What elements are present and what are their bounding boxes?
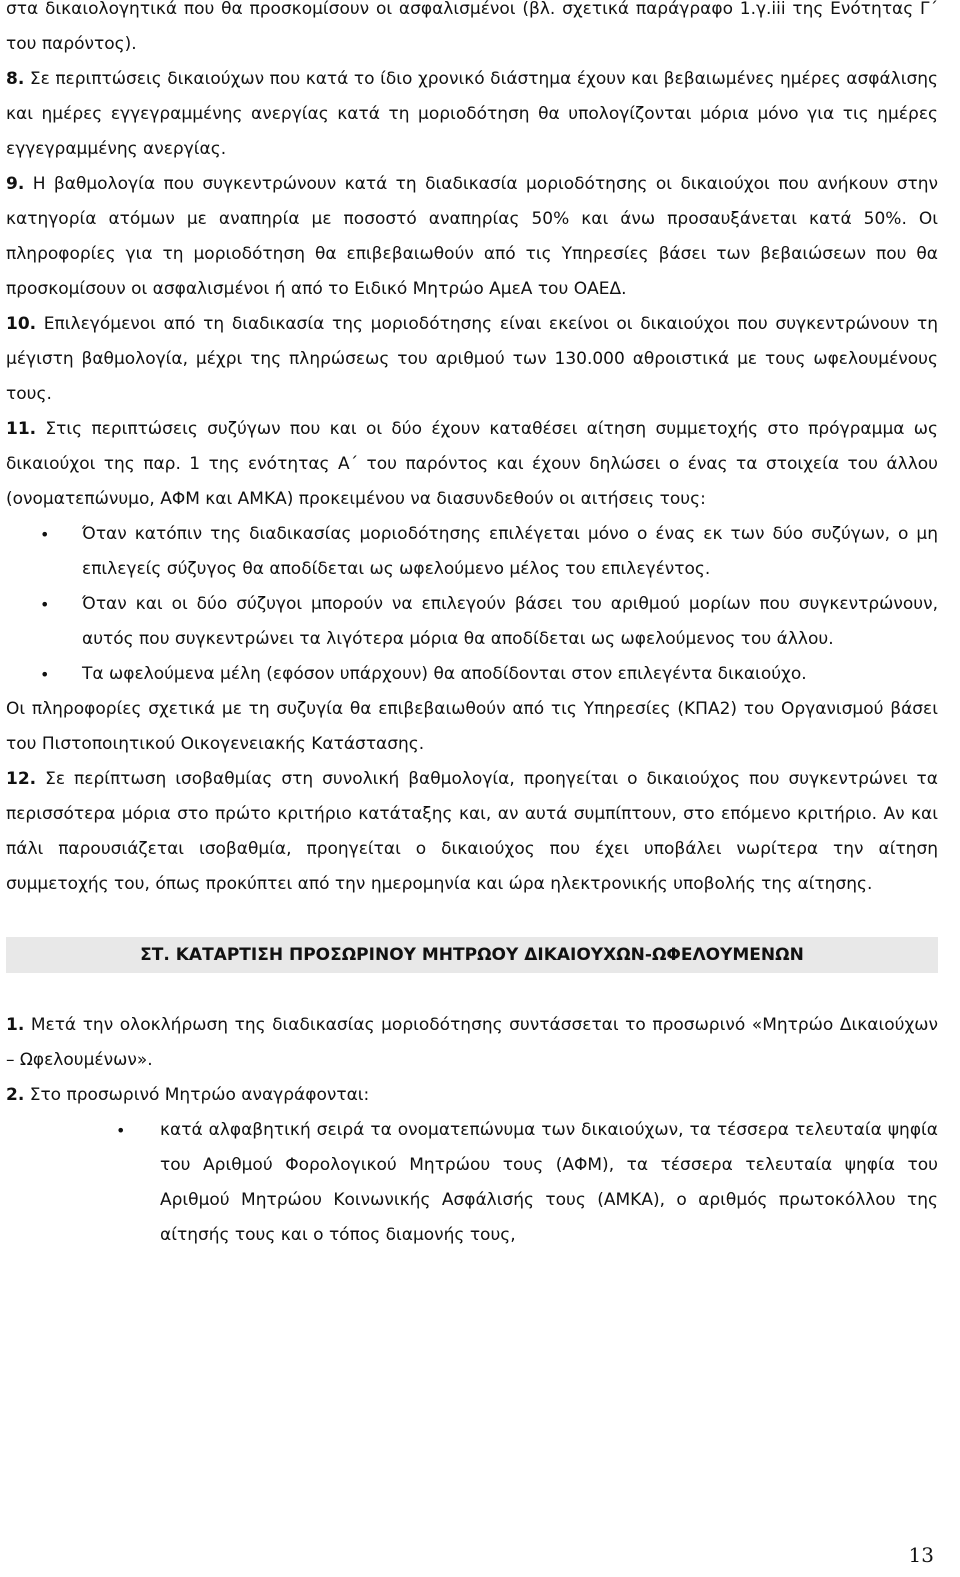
section-heading: ΣΤ. ΚΑΤΑΡΤΙΣΗ ΠΡΟΣΩΡΙΝΟΥ ΜΗΤΡΩΟΥ ΔΙΚΑΙΟΥΧΩΝ-ΩΦΕΛΟΥΜΕΝΩΝ (6, 937, 938, 973)
bullet-icon: • (40, 525, 50, 544)
bullet-text: Όταν κατόπιν της διαδικασίας μοριοδότησης επιλέγεται μόνο ο ένας εκ των δύο συζύγων, ο μη επιλεγείς σύζυγος θα αποδίδεται ως ωφελούμενο μέλος του επιλεγέντος. (82, 524, 938, 579)
item-number: 8. (6, 69, 25, 89)
item-number: 9. (6, 174, 25, 194)
paragraph-12 (6, 762, 938, 902)
bullet-item (6, 657, 938, 692)
bullet-icon: • (40, 665, 50, 684)
bullet-text: Όταν και οι δύο σύζυγοι μπορούν να επιλεγούν βάσει του αριθμού μορίων που συγκεντρώνουν, αυτός που συγκεντρώνει τα λιγότερα μόρια θα αποδίδεται ως ωφελούμενος του άλλου. (82, 594, 938, 649)
item-text: Σε περίπτωση ισοβαθμίας στη συνολική βαθμολογία, προηγείται ο δικαιούχος που συγκεντρώνει τα περισσότερα μόρια στο πρώτο κριτήριο κατάταξης και, αν αυτά συμπίπτουν, στο επόμενο κριτήριο. Αν και πάλι παρουσιάζεται ισοβαθμία, προηγείται ο δικαιούχος που έχει υποβάλει νωρίτερα την αίτηση συμμετοχής του, όπως προκύπτει από την ημερομηνία και ώρα ηλεκτρονικής υποβολής της αίτησης. (6, 769, 938, 894)
item-number: 11. (6, 419, 37, 439)
bullet-icon: • (40, 595, 50, 614)
bullet-item (6, 517, 938, 587)
item-number: 1. (6, 1015, 25, 1035)
marital-info-paragraph: Οι πληροφορίες σχετικά με τη συζυγία θα επιβεβαιωθούν από τις Υπηρεσίες (ΚΠΑ2) του Οργανισμού βάσει του Πιστοποιητικού Οικογενειακής Κατάστασης. (6, 699, 938, 754)
section-paragraph-1 (6, 1008, 938, 1078)
spouse-bullet-list (6, 517, 938, 692)
item-text: Η βαθμολογία που συγκεντρώνουν κατά τη διαδικασία μοριοδότησης οι δικαιούχοι που ανήκουν στην κατηγορία ατόμων με αναπηρία με ποσοστό αναπηρίας 50% και άνω προσαυξάνεται κατά 50%. Οι πληροφορίες για τη μοριοδότηση θα επιβεβαιωθούν από τις Υπηρεσίες βάσει των βεβαιώσεων που θα προσκομίσουν οι ασφαλισμένοι ή από το Ειδικό Μητρώο ΑμεΑ του ΟΑΕΔ. (6, 174, 938, 299)
bullet-item (6, 587, 938, 657)
paragraph-10 (6, 307, 938, 412)
bullet-text: Τα ωφελούμενα μέλη (εφόσον υπάρχουν) θα αποδίδονται στον επιλεγέντα δικαιούχο. (82, 664, 807, 684)
item-text: Στις περιπτώσεις συζύγων που και οι δύο έχουν καταθέσει αίτηση συμμετοχής στο πρόγραμμα ως δικαιούχοι της παρ. 1 της ενότητας Α΄ του παρόντος και έχουν δηλώσει ο ένας τα στοιχεία του άλλου (ονοματεπώνυμο, ΑΦΜ και ΑΜΚΑ) προκειμένου να διασυνδεθούν οι αιτήσεις τους: (6, 419, 938, 509)
item-text: Μετά την ολοκλήρωση της διαδικασίας μοριοδότησης συντάσσεται το προσωρινό «Μητρώο Δικαιούχων – Ωφελουμένων». (6, 1015, 938, 1070)
paragraph-8 (6, 62, 938, 167)
item-text: Σε περιπτώσεις δικαιούχων που κατά το ίδιο χρονικό διάστημα έχουν και βεβαιωμένες ημέρες ασφάλισης και ημέρες εγγεγραμμένης ανεργίας κατά τη μοριοδότηση θα υπολογίζονται μόρια μόνο για τις ημέρες εγγεγραμμένης ανεργίας. (6, 69, 938, 159)
item-number: 2. (6, 1085, 25, 1105)
section-paragraph-2 (6, 1078, 938, 1113)
intro-paragraph: στα δικαιολογητικά που θα προσκομίσουν οι ασφαλισμένοι (βλ. σχετικά παράγραφο 1.γ.iii της Ενότητας Γ΄ του παρόντος). (6, 0, 938, 54)
item-text: Στο προσωρινό Μητρώο αναγράφονται: (24, 1085, 370, 1105)
item-number: 10. (6, 314, 37, 334)
item-number: 12. (6, 769, 37, 789)
bullet-icon: • (116, 1121, 126, 1140)
registry-bullet-list (6, 1113, 938, 1253)
document-page (6, 0, 938, 1253)
paragraph-11 (6, 412, 938, 517)
page-number: 13 (908, 1543, 934, 1567)
bullet-item (6, 1113, 938, 1253)
item-text: Επιλεγόμενοι από τη διαδικασία της μοριοδότησης είναι εκείνοι οι δικαιούχοι που συγκεντρώνουν τη μέγιστη βαθμολογία, μέχρι της πληρώσεως του αριθμού των 130.000 αθροιστικά με τους ωφελουμένους τους. (6, 314, 938, 404)
bullet-text: κατά αλφαβητική σειρά τα ονοματεπώνυμα των δικαιούχων, τα τέσσερα τελευταία ψηφία του Αριθμού Φορολογικού Μητρώου τους (ΑΦΜ), τα τέσσερα τελευταία ψηφία του Αριθμού Μητρώου Κοινωνικής Ασφάλισής τους (ΑΜΚΑ), ο αριθμός πρωτοκόλλου της αίτησής τους και ο τόπος διαμονής τους, (160, 1120, 938, 1245)
paragraph-9 (6, 167, 938, 307)
